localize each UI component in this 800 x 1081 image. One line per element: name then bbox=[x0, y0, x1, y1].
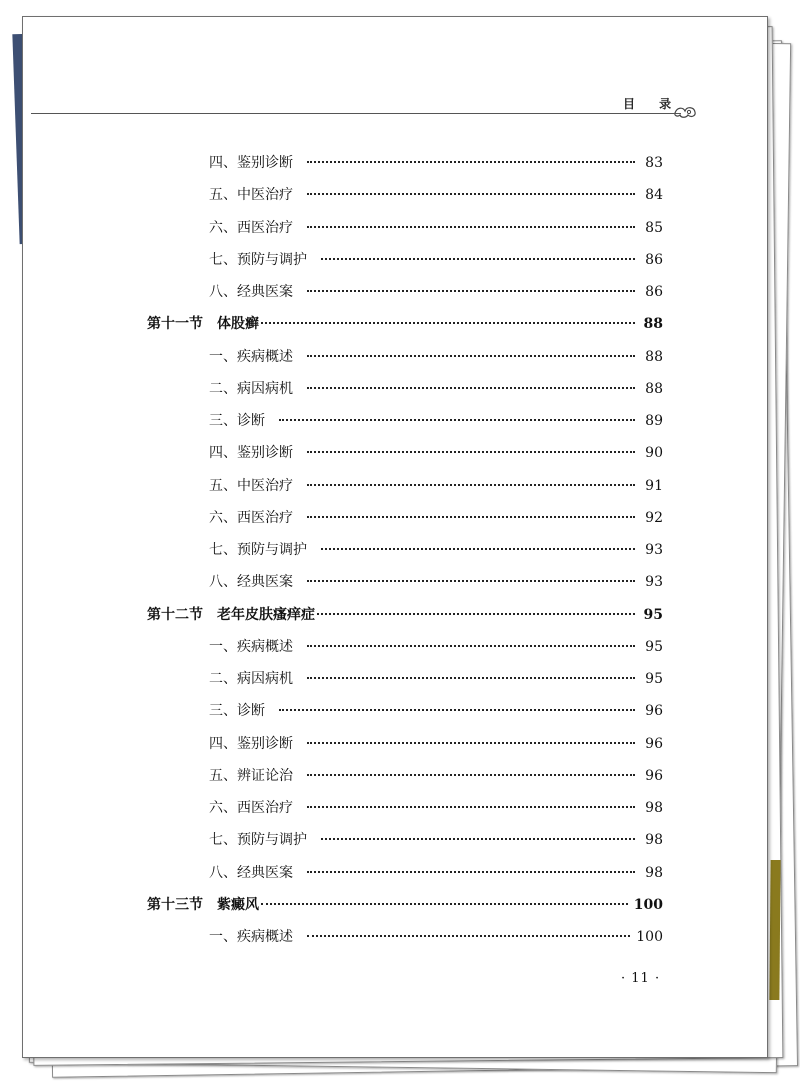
toc-entry-label: 一、疾病概述 bbox=[209, 638, 293, 655]
toc-entry-page: 95 bbox=[643, 606, 663, 623]
leader-dots bbox=[261, 889, 628, 905]
toc-entry-page: 96 bbox=[645, 735, 663, 752]
cloud-ornament-icon bbox=[673, 105, 697, 119]
toc-entry-label: 五、中医治疗 bbox=[209, 477, 293, 494]
toc-entry-label: 三、诊断 bbox=[209, 703, 265, 720]
toc-entry-label: 一、疾病概述 bbox=[209, 929, 293, 945]
toc-entry-label: 三、诊断 bbox=[209, 413, 265, 429]
toc-entry[interactable] bbox=[209, 925, 663, 947]
toc-entry-label: 八、经典医案 bbox=[209, 574, 293, 591]
toc-entry-page: 93 bbox=[645, 574, 663, 591]
toc-entry-label: 六、西医治疗 bbox=[209, 509, 293, 526]
toc-entry-page: 100 bbox=[636, 929, 663, 945]
toc-entry-label: 一、疾病概述 bbox=[209, 348, 293, 365]
leader-dots bbox=[321, 244, 635, 260]
toc-entry[interactable] bbox=[209, 667, 663, 689]
cover-edge-right bbox=[769, 860, 780, 1000]
toc-entry-label: 五、辨证论治 bbox=[209, 767, 293, 784]
toc-entry-page: 100 bbox=[633, 896, 663, 913]
leader-dots bbox=[279, 695, 635, 711]
toc-section-entry[interactable] bbox=[147, 603, 663, 625]
toc-entry-page: 84 bbox=[645, 187, 663, 204]
toc-entry-label: 七、预防与调护 bbox=[209, 832, 307, 849]
toc-entry[interactable] bbox=[209, 183, 663, 205]
toc-entry-label: 四、鉴别诊断 bbox=[209, 155, 293, 171]
toc-entry-label: 二、病因病机 bbox=[209, 380, 293, 397]
toc-entry-label: 八、经典医案 bbox=[209, 284, 293, 300]
toc-entry-label: 四、鉴别诊断 bbox=[209, 445, 293, 462]
toc-entry[interactable] bbox=[209, 280, 663, 302]
toc-entry[interactable] bbox=[209, 506, 663, 528]
leader-dots bbox=[261, 308, 635, 324]
toc-entry[interactable] bbox=[209, 216, 663, 238]
running-header-title: 目 录 bbox=[623, 97, 682, 111]
toc-entry-page: 88 bbox=[645, 348, 663, 365]
toc-entry[interactable] bbox=[209, 151, 663, 173]
leader-dots bbox=[307, 792, 635, 808]
toc-entry[interactable] bbox=[209, 538, 663, 560]
toc-entry-page: 90 bbox=[645, 445, 663, 462]
toc-entry-page: 89 bbox=[645, 413, 663, 429]
toc-entry-page: 98 bbox=[645, 864, 663, 881]
toc-entry[interactable] bbox=[209, 377, 663, 399]
toc-entry-label: 二、病因病机 bbox=[209, 671, 293, 687]
page-number: · 11 · bbox=[621, 971, 661, 986]
toc-entry-page: 85 bbox=[645, 219, 663, 236]
toc-entry-page: 86 bbox=[645, 251, 663, 268]
toc-entry-page: 95 bbox=[645, 638, 663, 655]
toc-entry[interactable] bbox=[209, 248, 663, 270]
toc-section-entry[interactable] bbox=[147, 312, 663, 334]
toc-entry[interactable] bbox=[209, 474, 663, 496]
toc-entry[interactable] bbox=[209, 828, 663, 850]
leader-dots bbox=[307, 663, 635, 679]
toc-entry[interactable] bbox=[209, 764, 663, 786]
toc-entry[interactable] bbox=[209, 441, 663, 463]
leader-dots bbox=[307, 566, 635, 582]
leader-dots bbox=[307, 857, 635, 873]
toc-entry-page: 83 bbox=[645, 155, 663, 171]
toc-entry-label: 七、预防与调护 bbox=[209, 542, 307, 558]
toc-entry-page: 95 bbox=[645, 671, 663, 687]
leader-dots bbox=[317, 599, 635, 615]
toc-entry-label: 六、西医治疗 bbox=[209, 219, 293, 236]
toc-entry[interactable] bbox=[209, 796, 663, 818]
leader-dots bbox=[307, 373, 635, 389]
toc-entry[interactable] bbox=[209, 570, 663, 592]
leader-dots bbox=[307, 631, 635, 647]
toc-entry-page: 92 bbox=[645, 509, 663, 526]
toc-entry-page: 93 bbox=[645, 542, 663, 558]
leader-dots bbox=[321, 824, 635, 840]
leader-dots bbox=[321, 534, 635, 550]
toc-entry[interactable] bbox=[209, 635, 663, 657]
leader-dots bbox=[279, 405, 635, 421]
toc-entry-page: 88 bbox=[645, 380, 663, 397]
toc-entry-label: 六、西医治疗 bbox=[209, 800, 293, 816]
leader-dots bbox=[307, 760, 635, 776]
toc-entry-page: 88 bbox=[643, 316, 663, 333]
toc-section-entry[interactable] bbox=[147, 893, 663, 915]
toc-entry-label: 四、鉴别诊断 bbox=[209, 735, 293, 752]
header-rule bbox=[31, 113, 681, 114]
leader-dots bbox=[307, 276, 635, 292]
toc-entry[interactable] bbox=[209, 409, 663, 431]
toc-entry-label: 第十一节 体股癣 bbox=[147, 316, 259, 333]
toc-entry-page: 96 bbox=[645, 767, 663, 784]
leader-dots bbox=[307, 341, 635, 357]
leader-dots bbox=[307, 179, 635, 195]
leader-dots bbox=[307, 212, 635, 228]
toc-page bbox=[22, 16, 768, 1058]
toc-entry-label: 第十二节 老年皮肤瘙痒症 bbox=[147, 606, 315, 623]
leader-dots bbox=[307, 728, 635, 744]
toc-entry-label: 八、经典医案 bbox=[209, 864, 293, 881]
toc-entry-page: 96 bbox=[645, 703, 663, 720]
toc-entry-page: 98 bbox=[645, 832, 663, 849]
toc-entry-page: 98 bbox=[645, 800, 663, 816]
toc-entry-page: 91 bbox=[645, 477, 663, 494]
leader-dots bbox=[307, 147, 635, 163]
leader-dots bbox=[307, 502, 635, 518]
toc-entry[interactable] bbox=[209, 732, 663, 754]
leader-dots bbox=[307, 437, 635, 453]
toc-entry[interactable] bbox=[209, 345, 663, 367]
leader-dots bbox=[307, 921, 630, 937]
toc-entry[interactable] bbox=[209, 699, 663, 721]
toc-entry[interactable] bbox=[209, 861, 663, 883]
toc-entry-page: 86 bbox=[645, 284, 663, 300]
toc-entry-label: 第十三节 紫癜风 bbox=[147, 896, 259, 913]
leader-dots bbox=[307, 470, 635, 486]
toc-entry-label: 五、中医治疗 bbox=[209, 187, 293, 204]
toc-entry-label: 七、预防与调护 bbox=[209, 251, 307, 268]
